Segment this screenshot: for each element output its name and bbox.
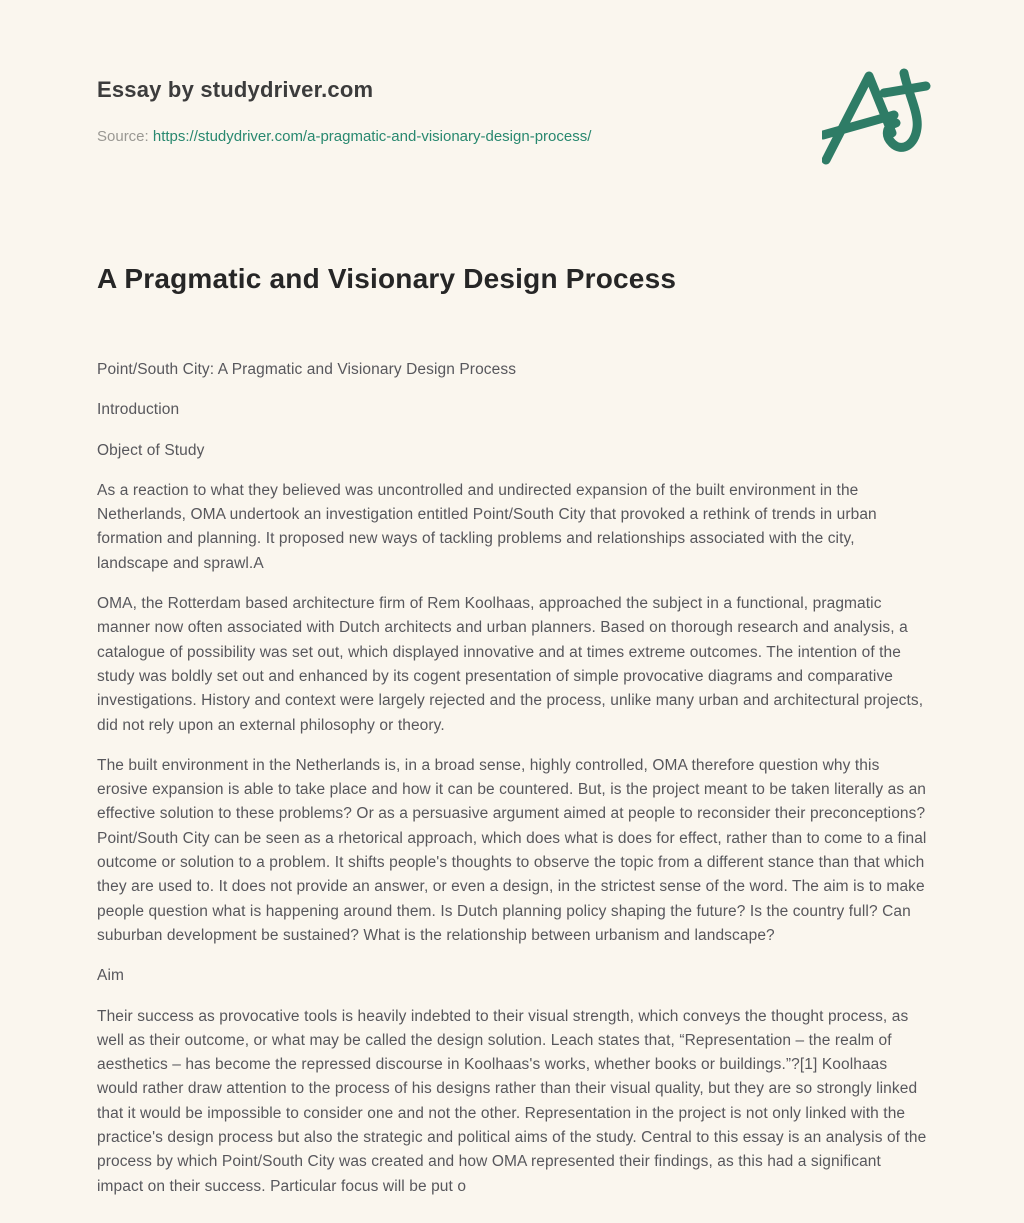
section-heading: Aim bbox=[97, 967, 124, 985]
section-heading: Object of Study bbox=[97, 441, 205, 459]
paragraph: As a reaction to what they believed was uncontrolled and undirected expansion of the built environment in the Netherlands, OMA undertook an investigation entitled Point/South City that provoked a rethink of trends in urban formation and planning. It proposed new ways of tackling problems and relationships associated with the city, landscape and sprawl.A bbox=[97, 481, 877, 572]
site-title: Essay by studydriver.com bbox=[97, 77, 374, 102]
essay-body bbox=[97, 358, 927, 1199]
studydriver-logo bbox=[822, 64, 934, 170]
paragraph: The built environment in the Netherlands is, in a broad sense, highly controlled, OMA therefore question why this erosive expansion is able to take place and how it can be countered. But, is the project meant to be taken literally as an effective solution to these problems? Or as a persuasive argument aimed at people to reconsider their preconceptions? Point/South City can be seen as a rhetorical approach, which does what is does for effect, rather than to come to a final outcome or solution to a problem. It shifts people's thoughts to observe the topic from a different stance than that which they are used to. It does not provide an answer, or even a design, in the strictest sense of the word. The aim is to make people question what is happening around them. Is Dutch planning policy shaping the future? Is the country full? Can suburban development be sustained? What is the relationship between urbanism and landscape? bbox=[97, 756, 927, 944]
source-label: Source: bbox=[97, 128, 149, 145]
essay-subtitle: Point/South City: A Pragmatic and Visionary Design Process bbox=[97, 361, 517, 378]
source-url-link[interactable]: https://studydriver.com/a-pragmatic-and-visionary-design-process/ bbox=[152, 128, 592, 145]
paragraph: OMA, the Rotterdam based architecture firm of Rem Koolhaas, approached the subject in a functional, pragmatic manner now often associated with Dutch architects and urban planners. Based on thorough research and analysis, a catalogue of possibility was set out, which displayed innovative and at times extreme outcomes. The intention of the study was boldly set out and enhanced by its cogent presentation of simple provocative diagrams and comparative investigations. History and context were largely rejected and the process, unlike many urban and architectural projects, did not rely upon an external philosophy or theory. bbox=[97, 595, 924, 734]
document-title: A Pragmatic and Visionary Design Process bbox=[97, 263, 677, 294]
section-heading: Introduction bbox=[97, 401, 180, 419]
paragraph: Their success as provocative tools is heavily indebted to their visual strength, which conveys the thought process, as well as their outcome, or what may be called the design solution. Leach states that, “Representation – the realm of aesthetics – has become the repressed discourse in Koolhaas's works, whether books or buildings.”?[1] Koolhaas would rather draw attention to the process of his designs rather than their visual quality, but they are so strongly linked that it would be impossible to consider one and not the other. Representation in the project is not only linked with the practice's design process but also the strategic and political aims of the study. Central to this essay is an analysis of the process by which Point/South City was created and how OMA represented their findings, as this had a significant impact on their success. Particular focus will be put o bbox=[97, 1007, 927, 1195]
source-line bbox=[97, 126, 927, 148]
a-plus-logo-icon bbox=[822, 64, 934, 170]
page-header bbox=[97, 0, 927, 148]
